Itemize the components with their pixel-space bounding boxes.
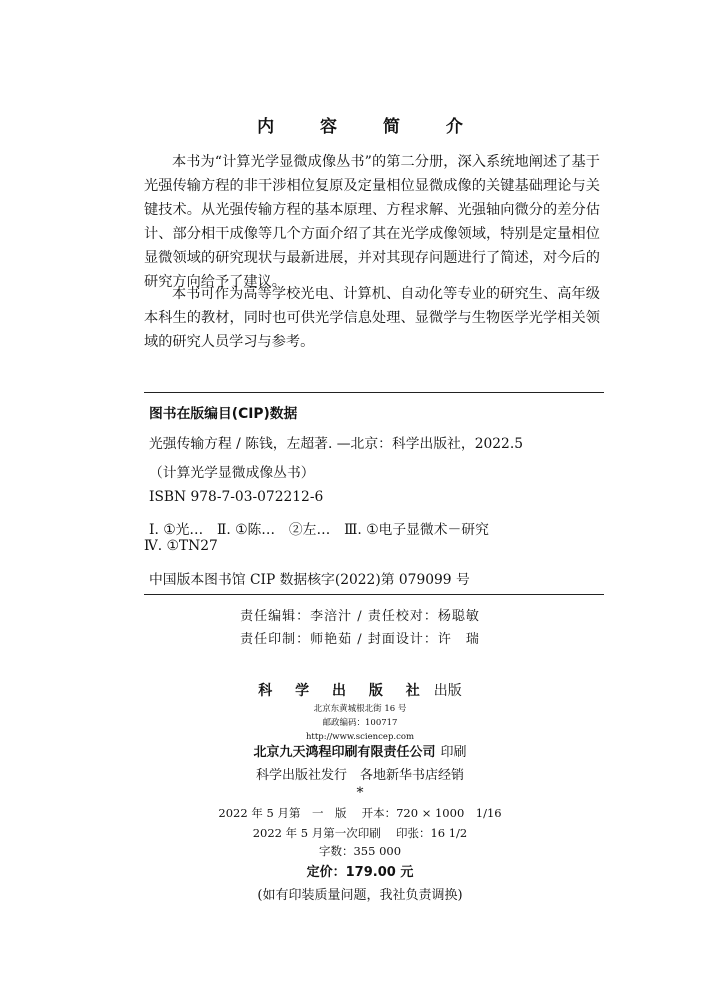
quality-note: (如有印装质量问题，我社负责调换) xyxy=(257,888,463,903)
printing-line: 2022 年 5 月第一次印刷 印张：16 1/2 xyxy=(252,826,468,840)
cip-isbn: ISBN 978-7-03-072212-6 xyxy=(149,489,324,505)
printer-name: 北京九天鸿程印刷有限责任公司 xyxy=(253,745,436,760)
publisher-url: http://www.sciencep.com xyxy=(305,732,415,742)
cip-top-rule xyxy=(144,392,604,393)
cip-header: 图书在版编目(CIP)数据 xyxy=(149,406,298,422)
credits-editor: 责任编辑：李涪汁 / 责任校对：杨聪敏 xyxy=(240,609,480,624)
cip-check-number: 中国版本图书馆 CIP 数据核字(2022)第 079099 号 xyxy=(149,572,470,588)
publisher-line xyxy=(0,680,720,700)
credits-printing: 责任印制：师艳茹 / 封面设计：许 瑞 xyxy=(240,632,480,647)
publisher-address: 北京东黄城根北街 16 号 xyxy=(313,704,407,714)
price: 定价：179.00 元 xyxy=(306,865,414,880)
cip-classification-1: Ⅰ. ①光… Ⅱ. ①陈… ②左… Ⅲ. ①电子显微术－研究 xyxy=(149,522,489,538)
printer-line xyxy=(0,741,720,760)
intro-paragraph-2: 本书可作为高等学校光电、计算机、自动化等专业的研究生、高年级本科生的教材，同时也可供光学信息处理、显微学与生物医学光学相关领域的研究人员学习与参考。 xyxy=(144,286,600,350)
publisher-suffix: 出版 xyxy=(433,683,462,699)
edition-line: 2022 年 5 月第 一 版 开本：720 × 1000 1/16 xyxy=(218,806,502,820)
distribution-line: 科学出版社发行 各地新华书店经销 xyxy=(255,768,464,783)
printer-suffix: 印刷 xyxy=(440,745,467,760)
publisher-postcode: 邮政编码：100717 xyxy=(322,718,398,728)
publisher-logo-text: 科 学 出 版 社 xyxy=(258,683,429,699)
separator-star: * xyxy=(356,785,364,801)
cip-series-line: （计算光学显微成像丛书） xyxy=(149,465,315,481)
cip-classification-2: Ⅳ. ①TN27 xyxy=(144,538,218,554)
page-title: 内 容 简 介 xyxy=(257,117,483,137)
word-count: 字数：355 000 xyxy=(318,844,402,858)
cip-title-line: 光强传输方程 / 陈钱，左超著. —北京：科学出版社，2022.5 xyxy=(149,436,523,452)
cip-bottom-rule xyxy=(144,594,604,595)
intro-paragraph-1: 本书为“计算光学显微成像丛书”的第二分册，深入系统地阐述了基于光强传输方程的非干涉相位复原及定量相位显微成像的关键基础理论与关键技术。从光强传输方程的基本原理、方程求解、光强轴向微分的差分估计、部分相干成像等几个方面介绍了其在光学成像领域，特别是定量相位显微领域的研究现状与最新进展，并对其现存问题进行了简述，对今后的研究方向给予了建议。 xyxy=(144,154,600,290)
